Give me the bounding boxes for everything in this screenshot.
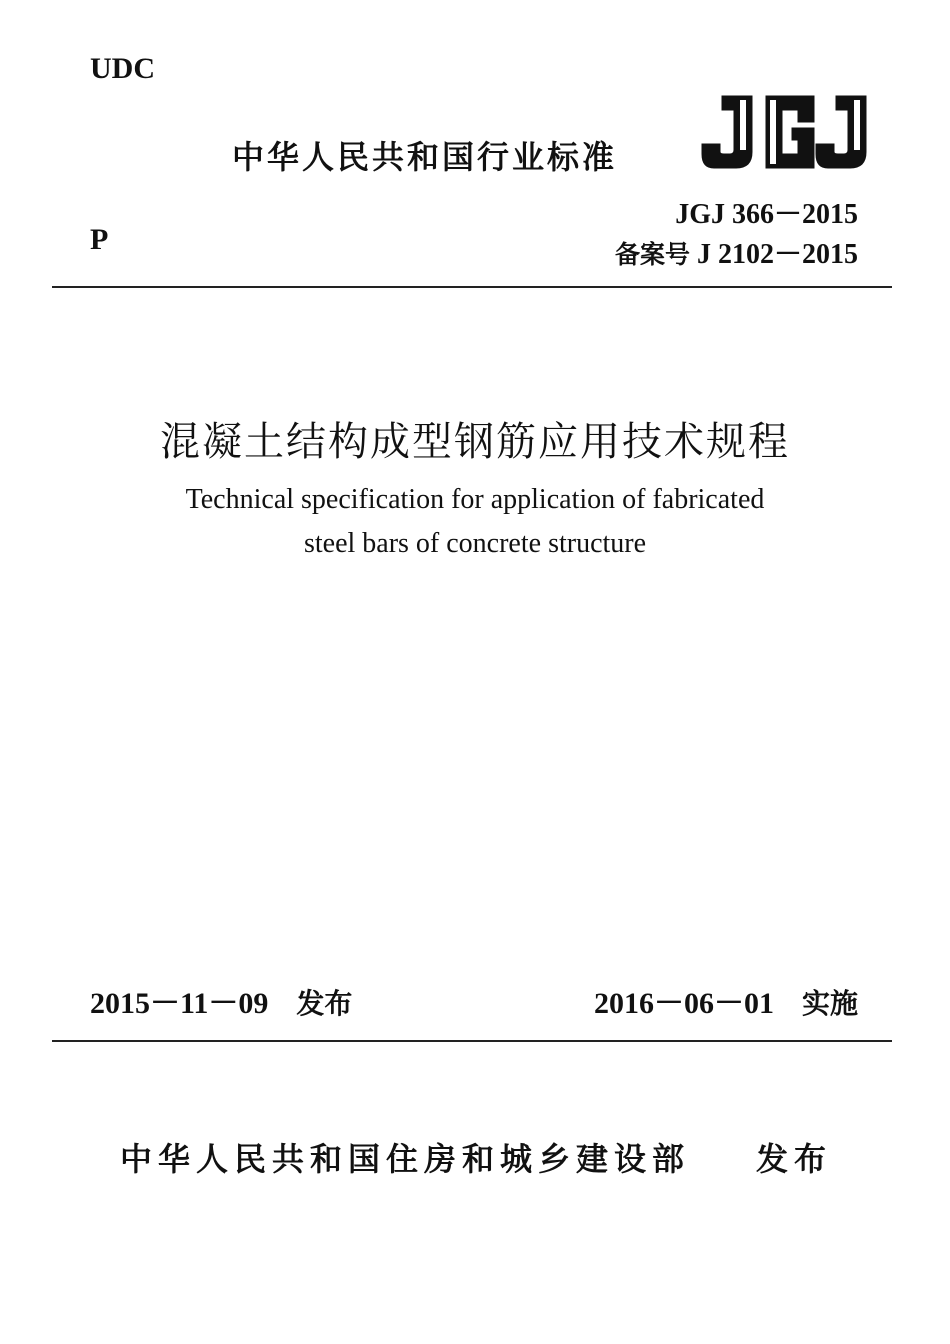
- issue-date: 2015－11－09: [90, 987, 269, 1020]
- record-number-line: [615, 235, 858, 275]
- jgj-logo-graphic: [700, 92, 870, 172]
- standard-number-block: [615, 195, 858, 275]
- standard-number: JGJ 366－2015: [675, 199, 858, 230]
- udc-label: UDC: [90, 52, 155, 85]
- title-chinese: 混凝土结构成型钢筋应用技术规程: [160, 419, 790, 465]
- issue-date-block: [90, 978, 352, 1022]
- issuer-action: 发布: [756, 1140, 833, 1178]
- bottom-divider: [52, 1040, 892, 1042]
- implement-date-block: [594, 978, 858, 1022]
- title-english-line2: steel bars of concrete structure: [303, 528, 647, 559]
- industry-standard-heading: 中华人民共和国行业标准: [232, 138, 618, 176]
- record-number: J 2102－2015: [696, 239, 858, 270]
- implement-label: 实施: [801, 987, 858, 1020]
- issuer-name: 中华人民共和国住房和城乡建设部: [120, 1140, 691, 1178]
- classification-code: P: [90, 223, 109, 256]
- title-english: [0, 478, 950, 566]
- jgj-logo: [700, 92, 870, 172]
- top-divider: [52, 286, 892, 288]
- implement-date: 2016－06－01: [593, 987, 774, 1020]
- issue-label: 发布: [296, 987, 353, 1020]
- title-english-line1: Technical specification for application of fabricated: [185, 484, 765, 515]
- record-prefix: 备案号: [614, 240, 690, 269]
